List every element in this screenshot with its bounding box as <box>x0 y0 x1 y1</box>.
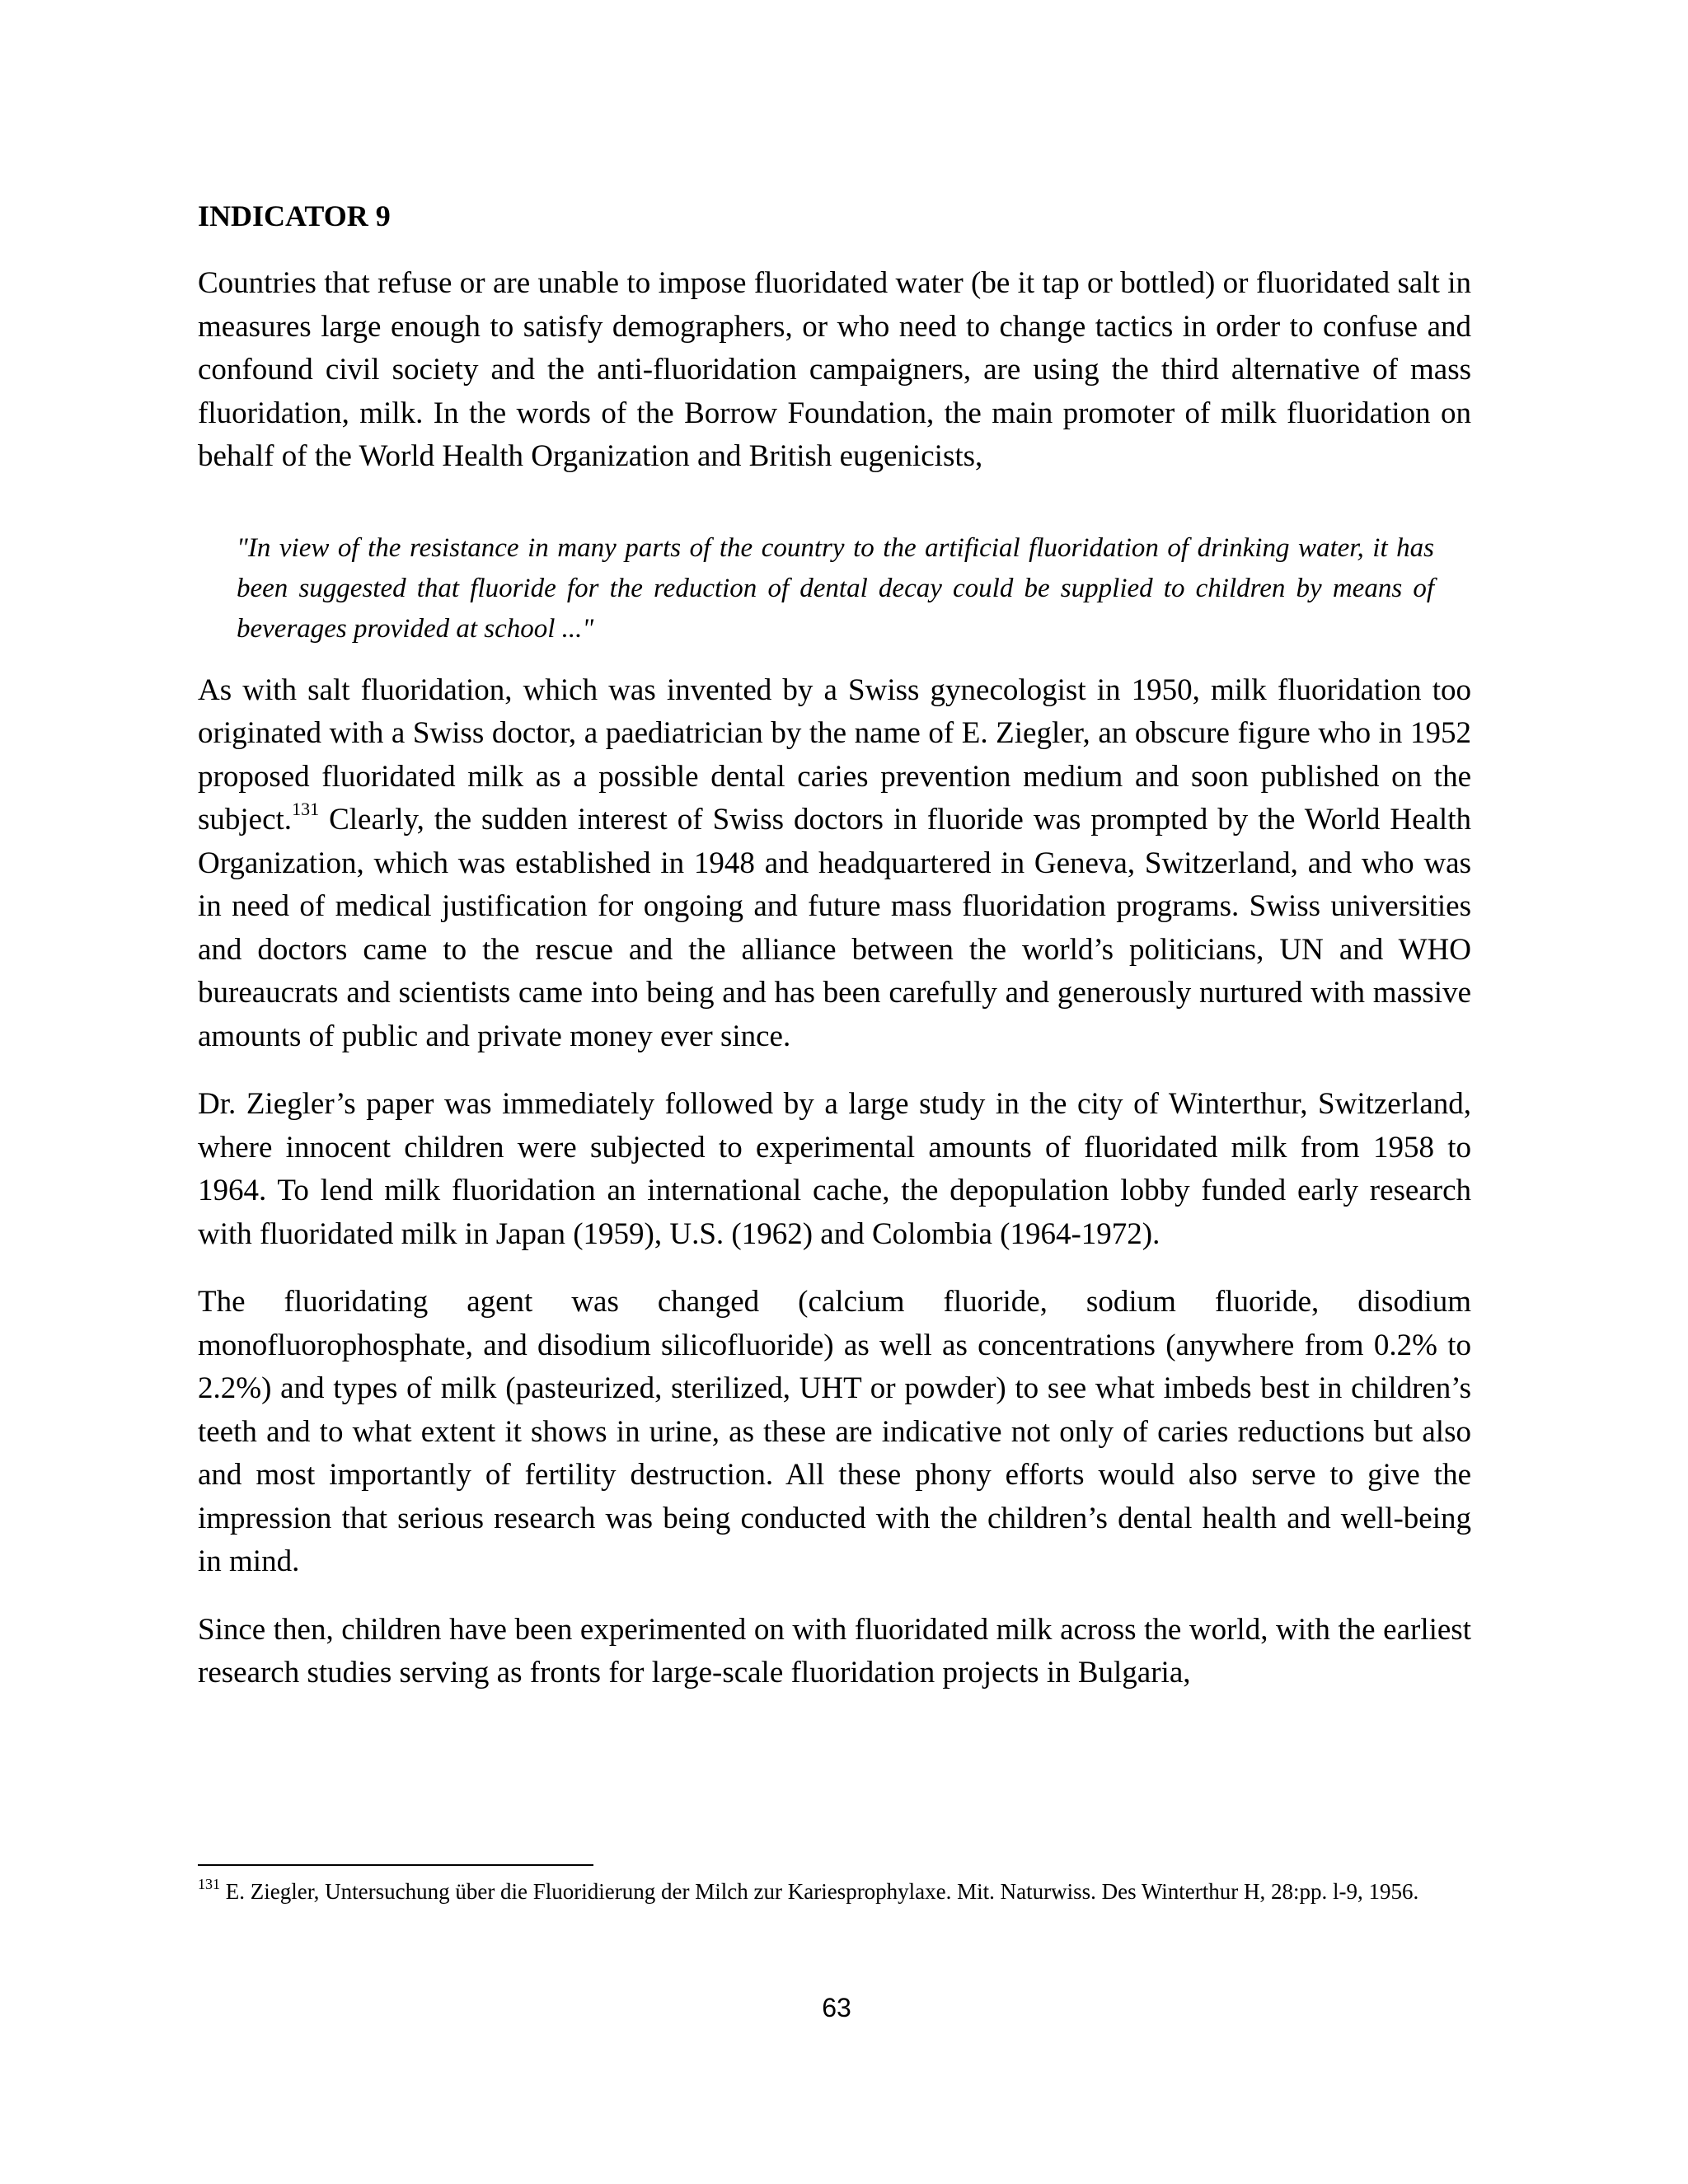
footnote-number: 131 <box>198 1876 220 1892</box>
footnote-divider <box>198 1864 593 1866</box>
paragraph-ziegler-origin <box>198 669 1471 1059</box>
footnote <box>198 1877 1471 1907</box>
footnote-reference[interactable]: 131 <box>292 798 320 819</box>
block-quote: "In view of the resistance in many parts of the country to the artificial fluoridation of drinking water, it has been suggested that fluoride for the reduction of dental decay could be supplied to children by means of beverages provided at school ..." <box>237 532 1434 644</box>
page-number: 63 <box>822 1993 851 2022</box>
paragraph-intro: Countries that refuse or are unable to impose fluoridated water (be it tap or bottled) or fluoridated salt in measures large enough to satisfy demographers, or who need to change tactics in order to confuse and confound civil society and the anti-fluoridation campaigners, are using the third alternative of mass fluoridation, milk. In the words of the Borrow Foundation, the main promoter of milk fluoridation on behalf of the World Health Organization and British eugenicists, <box>198 266 1471 473</box>
paragraph-winterthur-study: Dr. Ziegler’s paper was immediately followed by a large study in the city of Winterthur, Switzerland, where innocent children were subjected to experimental amounts of fluoridated milk from 1958 to 1964. To lend milk fluoridation an international cache, the depopulation lobby funded early research with fluoridated milk in Japan (1959), U.S. (1962) and Colombia (1964-1972). <box>198 1087 1471 1251</box>
paragraph-text-before-ref: As with salt fluoridation, which was invented by a Swiss gynecologist in 1950, milk fluoridation too originated with a Swiss doctor, a paediatrician by the name of E. Ziegler, an obscure figure who in 1952 proposed fluoridated milk as a possible dental caries prevention medium and soon published on the subject. <box>198 673 1471 837</box>
main-content <box>198 198 1471 1720</box>
footnote-text: E. Ziegler, Untersuchung über die Fluoridierung der Milch zur Kariesprophylaxe. Mit. Naturwiss. Des Winterthur H, 28:pp. l-9, 1956. <box>220 1879 1419 1904</box>
paragraph-since-then: Since then, children have been experimented on with fluoridated milk across the world, with the earliest research studies serving as fronts for large-scale fluoridation projects in Bulgaria, <box>198 1612 1471 1690</box>
section-heading: INDICATOR 9 <box>198 199 391 232</box>
paragraph-text-after-ref: Clearly, the sudden interest of Swiss doctors in fluoride was prompted by the World Health Organization, which was established in 1948 and headquartered in Geneva, Switzerland, and who was in need of medical justification for ongoing and future mass fluoridation programs. Swiss universities and doctors came to the rescue and the alliance between the world’s politicians, UN and WHO bureaucrats and scientists came into being and has been carefully and generously nurtured with massive amounts of public and private money ever since. <box>198 803 1471 1053</box>
paragraph-fluoridating-agent: The fluoridating agent was changed (calcium fluoride, sodium fluoride, disodium monofluorophosphate, and disodium silicofluoride) as well as concentrations (anywhere from 0.2% to 2.2%) and types of milk (pasteurized, sterilized, UHT or powder) to see what imbeds best in children’s teeth and to what extent it shows in urine, as these are indicative not only of caries reductions but also and most importantly of fertility destruction. All these phony efforts would also serve to give the impression that serious research was being conducted with the children’s dental health and well-being in mind. <box>198 1285 1471 1578</box>
